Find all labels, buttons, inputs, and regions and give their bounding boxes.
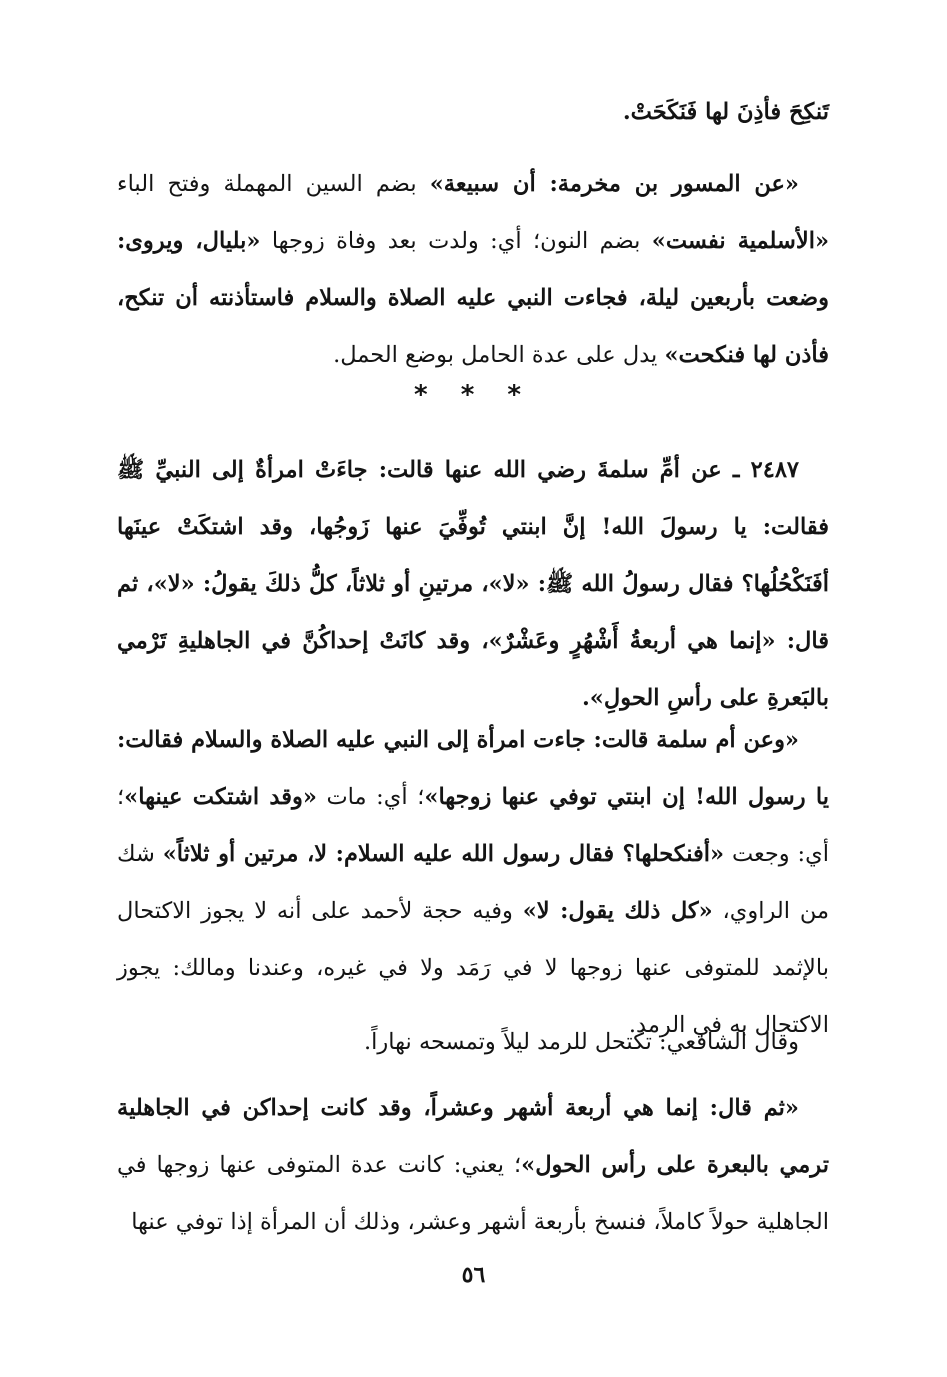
page-number: ٥٦	[461, 1262, 486, 1288]
commentary-text: وفيه حجة لأحمد على أنه لا يجوز الاكتحال بالإثمد للمتوفى عنها زوجها لا في رَمَد ولا في غيره، وعندنا ومالك: يجوز الاكتحال به في الرمد.	[117, 898, 829, 1038]
paragraph-commentary-1	[117, 156, 829, 384]
paragraph-continuation	[117, 84, 829, 141]
commentary-text: ؛ يعني: كانت عدة المتوفى عنها زوجها في الجاهلية حولاً كاملاً، فنسخ بأربعة أشهر وعشر، وذلك أن المرأة إذا توفي عنها	[117, 1152, 829, 1235]
commentary-text: بضم السين المهملة وفتح الباء	[117, 171, 430, 197]
hadith-text: ٢٤٨٧ ـ عن أمِّ سلمةَ رضي الله عنها قالت: جاءَتْ امرأةٌ إلى النبيِّ ﷺ فقالت: يا رسولَ الله! إنَّ ابنتي تُوفِّيَ عنها زَوجُها، وقد اشتكَتْ عينَها أفَنَكْحُلُها؟ فقال رسولُ الله ﷺ: «لا»، مرتينِ أو ثلاثاً، كلُّ ذلكَ يقولُ: «لا»، ثم قال: «إنما هي أربعةُ أَشْهُرٍ وعَشْرٌ»، وقد كانَتْ إحداكُنَّ في الجاهليةِ تَرْمي بالبَعرةِ على رأسِ الحولِ».	[117, 457, 829, 711]
quoted-hadith-text: «وعن أم سلمة قالت: جاءت امرأة إلى النبي عليه الصلاة والسلام فقالت: يا رسول الله! إن ابنتي توفي عنها زوجها»	[117, 727, 829, 810]
commentary-text: بضم النون؛ أي: ولدت بعد وفاة زوجها	[260, 228, 652, 254]
continuation-text: تَنكِحَ فأذِنَ لها فَنَكَحَتْ.	[622, 99, 829, 125]
section-separator: * * *	[414, 380, 533, 410]
commentary-text: ؛ أي: وجعت	[117, 784, 829, 867]
quoted-hadith-text: «كل ذلك يقول: لا»	[522, 898, 713, 924]
paragraph-shafii	[117, 1014, 829, 1071]
quoted-hadith-text: «أفنكحلها؟ فقال رسول الله عليه السلام: لا، مرتين أو ثلاثاً»	[162, 841, 725, 867]
commentary-text: يدل على عدة الحامل بوضع الحمل.	[333, 342, 665, 368]
quoted-hadith-text: «ثم قال: إنما هي أربعة أشهر وعشراً، وقد كانت إحداكن في الجاهلية ترمي بالبعرة على رأس الحول»	[117, 1095, 829, 1178]
paragraph-commentary-3	[117, 1080, 829, 1251]
quoted-hadith-text: «عن المسور بن مخرمة: أن سبيعة»	[429, 171, 799, 197]
commentary-text: ؛ أي: مات	[316, 784, 425, 810]
paragraph-hadith-2487	[117, 442, 829, 727]
quoted-hadith-text: «بليال، ويروى: وضعت بأربعين ليلة، فجاءت النبي عليه الصلاة والسلام فاستأذنته أن تنكح، فأذن لها فنكحت»	[117, 228, 829, 368]
quoted-hadith-text: «وقد اشتكت عينها»	[124, 784, 317, 810]
paragraph-commentary-2	[117, 712, 829, 1054]
quoted-hadith-text: «الأسلمية نفست»	[651, 228, 830, 254]
commentary-text: شك من الراوي،	[117, 841, 829, 924]
commentary-text: وقال الشافعي: تكتحل للرمد ليلاً وتمسحه نهاراً.	[364, 1029, 799, 1055]
